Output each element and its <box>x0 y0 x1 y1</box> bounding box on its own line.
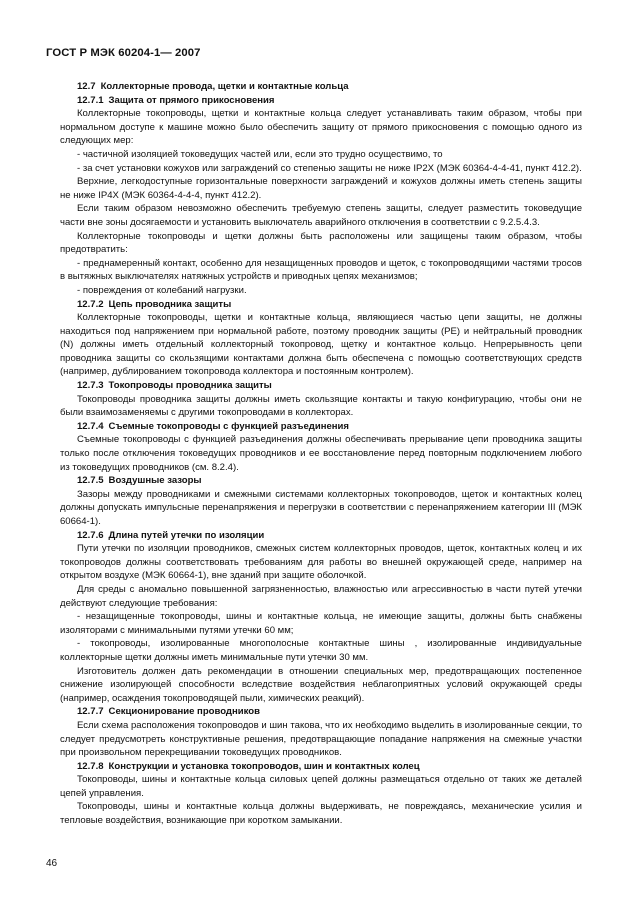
paragraph: Коллекторные токопроводы, щетки и контактные кольца следует устанавливать таким образом, чтобы при нормальном доступе к машине можно было обеспечить защиту от прямого прикосновения с помощью одного из следующих мер: <box>60 108 582 147</box>
subsection-number: 12.7.7 <box>77 706 104 718</box>
paragraph: Коллекторные токопроводы и щетки должны быть расположены или защищены таким образом, чтобы предотвратить: <box>60 230 582 256</box>
paragraph: Токопроводы проводника защиты должны иметь скользящие контакты и такую конфигурацию, чтобы они не были взаимозаменяемы с другими токопроводами в коллекторах. <box>60 393 582 419</box>
page-number: 46 <box>46 858 58 869</box>
document-header: ГОСТ Р МЭК 60204-1— 2007 <box>46 47 201 59</box>
subsection-number: 12.7.2 <box>77 298 104 310</box>
subsection-heading <box>60 705 582 719</box>
paragraph: Верхние, легкодоступные горизонтальные поверхности заграждений и кожухов должны иметь степень защиты не ниже IP4X (МЭК 60364-4-4-4, пункт 412.2). <box>60 176 582 201</box>
paragraph: - незащищенные токопроводы, шины и контактные кольца, не имеющие защиты, должны быть снабжены изоляторами с минимальными путями утечки 60 мм; <box>60 611 582 636</box>
paragraph: Коллекторные токопроводы, щетки и контактные кольца, являющиеся частью цепи защиты, не должны находиться под напряжением при нормальной работе, поэтому проводник защиты (PE) и нейтральный проводник (N) должны иметь отдельный коллекторный токопровод, щетку и контактное кольцо. Непрерывность цепи проводника защиты со скользящими контактами должна быть обеспечена с помощью соответствующих средств (например, дублированием токопровода коллектора и постоянным контролем). <box>60 312 582 378</box>
subsection-title: Длина путей утечки по изоляции <box>108 529 265 541</box>
subsection-title: Воздушные зазоры <box>108 475 202 487</box>
subsection-title: Секционирование проводников <box>108 706 260 718</box>
paragraph: Токопроводы, шины и контактные кольца силовых цепей должны размещаться отдельно от таких же деталей цепей управления. <box>60 774 582 799</box>
subsection-heading <box>60 474 582 488</box>
section-number: 12.7 <box>77 81 96 92</box>
subsection-number: 12.7.3 <box>77 380 104 392</box>
subsection-heading <box>60 298 582 312</box>
paragraph: Для среды с аномально повышенной загрязненностью, влажностью или агрессивностью в части путей утечки действуют следующие требования: <box>60 583 582 609</box>
subsection-number: 12.7.4 <box>77 420 104 432</box>
subsection-heading <box>60 529 582 543</box>
paragraph: Зазоры между проводниками и смежными системами коллекторных токопроводов, щеток и контактных колец должны допускать импульсные перенапряжения и перегрузки в соответствии с перенапряжением категории III (МЭК 60664-1). <box>60 488 582 527</box>
paragraph: Токопроводы, шины и контактные кольца должны выдерживать, не повреждаясь, механические усилия и тепловые воздействия, возникающие при коротком замыкании. <box>60 801 582 827</box>
subsection-heading <box>60 379 582 393</box>
subsection-number: 12.7.1 <box>77 94 104 106</box>
paragraph: - частичной изоляцией токоведущих частей или, если это трудно осуществимо, то <box>77 148 443 160</box>
paragraph: Если схема расположения токопроводов и шин такова, что их необходимо выделить в изолированные секции, то следует предусмотреть конструктивные решения, предотвращающие попадание напряжения на смежные участки при произвольном перекрещивании токоведущих проводников. <box>60 719 582 759</box>
subsection-title: Защита от прямого прикосновения <box>108 94 275 106</box>
subsection-number: 12.7.8 <box>77 760 104 772</box>
subsection-title: Съемные токопроводы с функцией разъединения <box>108 420 349 432</box>
subsection-heading <box>60 760 582 774</box>
section-title: Коллекторные провода, щетки и контактные кольца <box>100 81 349 92</box>
paragraph: - за счет установки кожухов или заграждений со степенью защиты не ниже IP2X (МЭК 60364-4-4-41, пункт 412.2). <box>77 162 582 174</box>
subsection-number: 12.7.6 <box>77 529 104 541</box>
paragraph: - преднамеренный контакт, особенно для незащищенных проводов и щеток, с токопроводящими частями тросов в вытяжных выключателях натяжных устройств и приводных цепях механизмов; <box>60 257 582 283</box>
section-heading <box>60 80 582 94</box>
subsection-title: Конструкции и установка токопроводов, шин и контактных колец <box>108 760 420 772</box>
paragraph: Съемные токопроводы с функцией разъединения должны обеспечивать прерывание цепи проводника защиты только после отключения токоведущих проводников и ее восстановление перед повторным подключением любого из токоведущих проводников (см. 8.2.4). <box>60 434 582 473</box>
document-body <box>60 80 582 828</box>
paragraph: Изготовитель должен дать рекомендации в отношении специальных мер, предотвращающих постепенное снижение изолирующей способности вследствие воздействия неблагоприятных условий окружающей среды (например, осаждения токопроводящей пыли, химических реакций). <box>60 665 582 704</box>
paragraph: Если таким образом невозможно обеспечить требуемую степень защиты, следует разместить токоведущие части вне зоны досягаемости и установить выключатель аварийного отключения в соответствии с 9.2.5.4.3. <box>60 203 582 228</box>
subsection-heading <box>60 94 582 108</box>
paragraph: - повреждения от колебаний нагрузки. <box>77 284 247 296</box>
paragraph: - токопроводы, изолированные многополосные контактные шины , изолированные индивидуальные коллекторные щетки должны иметь минимальные пути утечки 30 мм. <box>60 638 582 663</box>
subsection-title: Цепь проводника защиты <box>108 298 232 310</box>
subsection-title: Токопроводы проводника защиты <box>108 380 272 392</box>
subsection-number: 12.7.5 <box>77 475 104 487</box>
subsection-heading <box>60 420 582 434</box>
paragraph: Пути утечки по изоляции проводников, смежных систем коллекторных проводов, щеток, контактных колец и их токопроводов должны соответствовать требованиям для работы во внешней окружающей среде, например на открытом воздухе (МЭК 60664-1), вне зданий при защите оболочкой. <box>60 543 582 582</box>
